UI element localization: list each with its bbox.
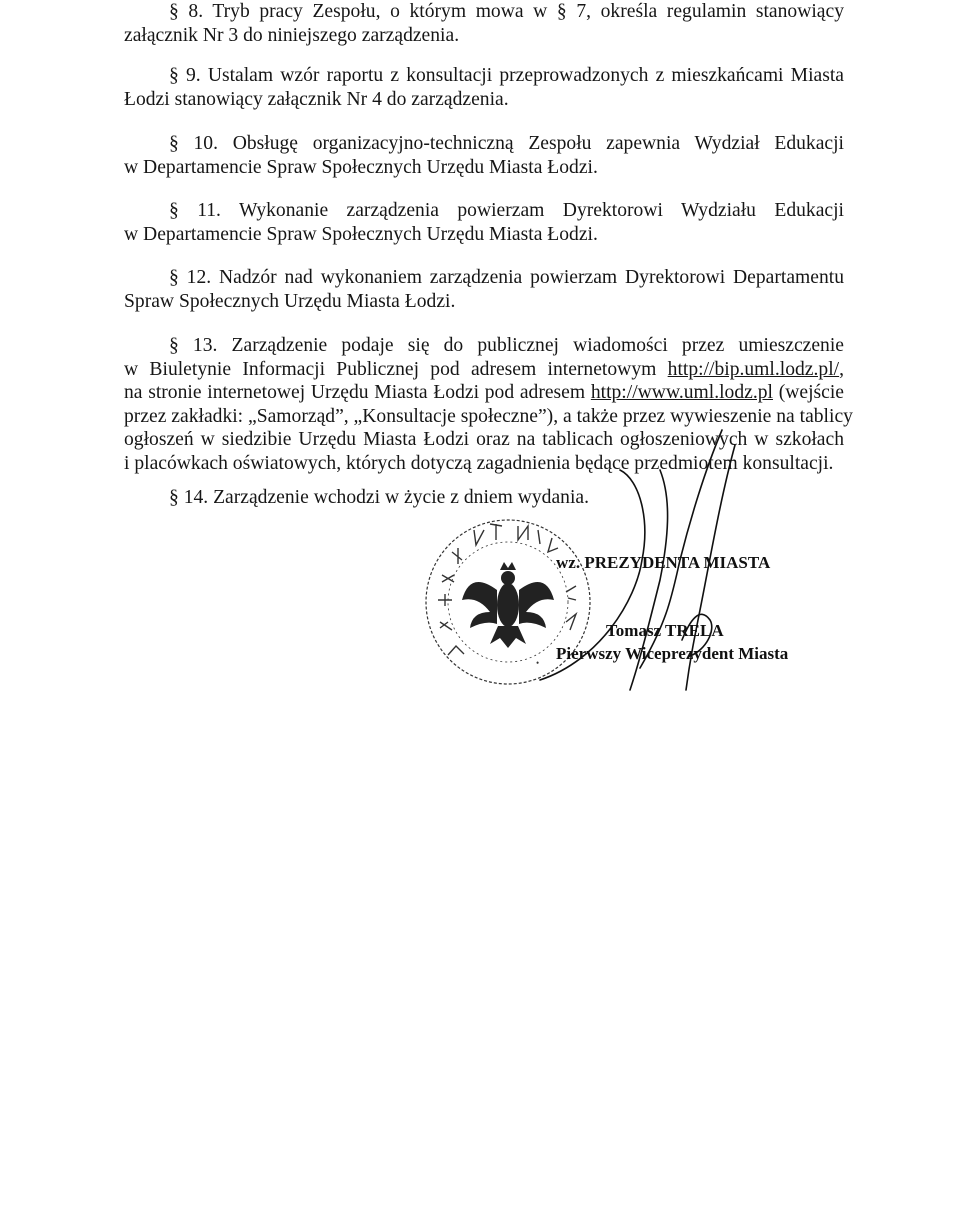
paragraph-11-line-2: w Departamencie Spraw Społecznych Urzędu Miasta Łodzi. [124, 223, 598, 245]
paragraph-8-line-1: § 8. Tryb pracy Zespołu, o którym mowa w § 7, określa regulamin stanowiący [169, 1, 844, 22]
paragraph-14-text: § 14. Zarządzenie wchodzi w życie z dniem wydania. [169, 487, 589, 508]
paragraph-13-line-5: ogłoszeń w siedzibie Urzędu Miasta Łodzi oraz na tablicach ogłoszeniowych w szkołach [124, 429, 844, 451]
paragraph-13-line-3-text: na stronie internetowej Urzędu Miasta Łodzi pod adresem [124, 382, 591, 404]
paragraph-13-line-2-text: w Biuletynie Informacji Publicznej pod adresem internetowym [124, 358, 668, 380]
signatory-name: Tomasz TRELA [606, 621, 724, 640]
signature-title: wz. PREZYDENTA MIASTA [556, 553, 771, 572]
paragraph-12-line-2: Spraw Społecznych Urzędu Miasta Łodzi. [124, 290, 456, 312]
paragraph-10-line-2: w Departamencie Spraw Społecznych Urzędu Miasta Łodzi. [124, 156, 598, 178]
paragraph-13-line-4: przez zakładki: „Samorząd”, „Konsultacje społeczne”), a także przez wywieszenie na tablicy [124, 405, 853, 427]
paragraph-13: § 13. Zarządzenie podaje się do publicznej wiadomości przez umieszczenie w Biuletynie Informacji Publicznej pod adresem internetowym http://bip.uml.lodz.pl/, na stronie internetowej Urzędu Miasta Łodzi pod adresem http://www.uml.lodz.pl (wejście przez zakładki: „Samorząd”, „Konsultacje społeczne”), a także przez wywieszenie na tablicy ogłoszeń w siedzibie Urzędu Miasta Łodzi oraz na tablicach ogłoszeniowych w szkołach i placówkach oświatowych, których dotyczą zagadnienia będące przedmiotem konsultacji. [124, 335, 853, 474]
paragraph-9-line-2: Łodzi stanowiący załącznik Nr 4 do zarządzenia. [124, 88, 509, 110]
paragraph-11-line-1: § 11. Wykonanie zarządzenia powierzam Dyrektorowi Wydziału Edukacji [169, 200, 844, 221]
bip-link[interactable]: http://bip.uml.lodz.pl/ [667, 358, 840, 380]
paragraph-10-line-1: § 10. Obsługę organizacyjno-techniczną Zespołu zapewnia Wydział Edukacji [169, 133, 844, 154]
paragraph-13-line-6: i placówkach oświatowych, których dotyczą zagadnienia będące przedmiotem konsultacji. [124, 452, 834, 474]
signatory-position: Pierwszy Wiceprezydent Miasta [556, 644, 789, 663]
paragraph-13-line-1: § 13. Zarządzenie podaje się do publicznej wiadomości przez umieszczenie [169, 335, 844, 356]
paragraph-12-line-1: § 12. Nadzór nad wykonaniem zarządzenia powierzam Dyrektorowi Departamentu [169, 267, 844, 288]
paragraph-9-line-1: § 9. Ustalam wzór raportu z konsultacji przeprowadzonych z mieszkańcami Miasta [169, 65, 844, 86]
uml-website-link[interactable]: http://www.uml.lodz.pl [590, 382, 773, 404]
eagle-emblem-icon [462, 562, 554, 648]
svg-text:•: • [536, 658, 540, 668]
paragraph-8-line-2: załącznik Nr 3 do niniejszego zarządzenia. [124, 24, 460, 46]
